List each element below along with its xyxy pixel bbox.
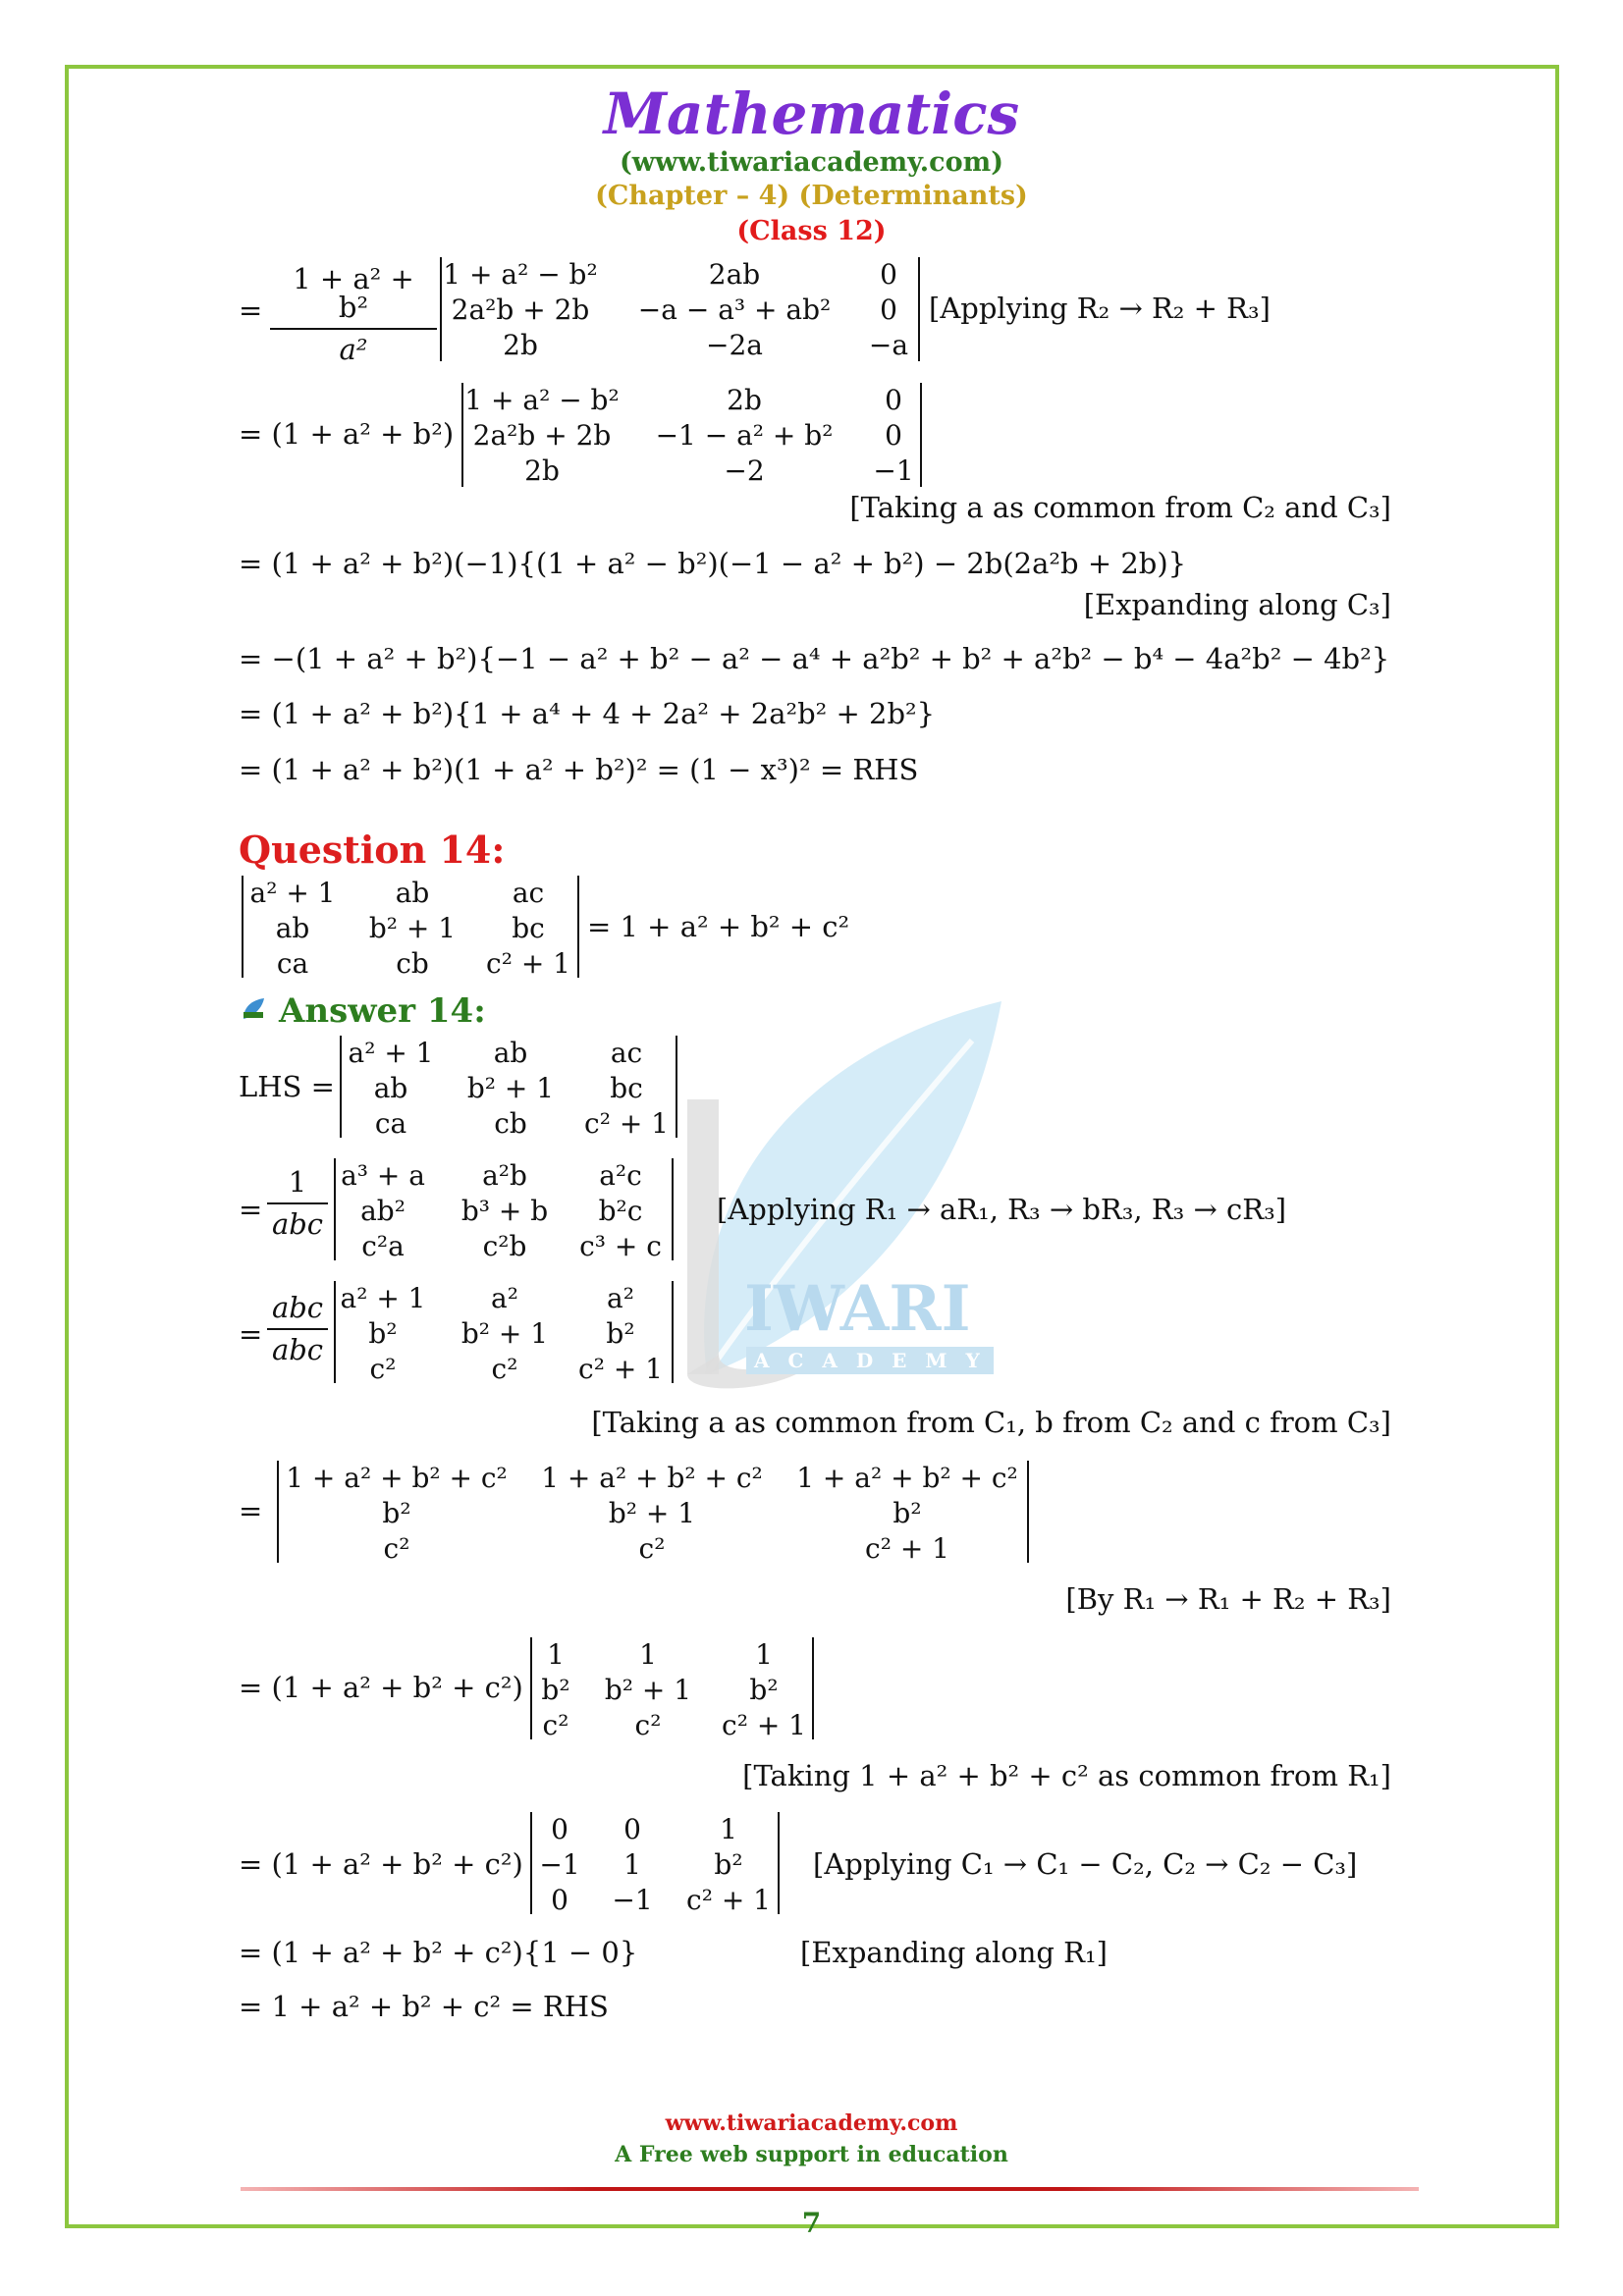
matrix-cell: a³ + a — [341, 1159, 425, 1192]
fraction — [267, 1291, 328, 1366]
matrix-cell: 0 — [880, 294, 897, 326]
matrix-cell: 0 — [885, 419, 902, 452]
matrix-cell: b² + 1 — [368, 912, 457, 944]
matrix-cell: c² — [634, 1709, 662, 1741]
matrix-cell: 2b — [503, 329, 538, 361]
matrix-cell: 1 — [623, 1848, 641, 1881]
matrix-cell: −1 − a² + b² — [655, 419, 834, 452]
footer-website: www.tiwariacademy.com — [665, 2110, 958, 2136]
matrix-cell: c² + 1 — [584, 1107, 669, 1140]
matrix-cell: 2a²b + 2b — [472, 419, 612, 452]
matrix-cell: 2a²b + 2b — [451, 294, 590, 326]
matrix-cell: c² — [383, 1532, 410, 1565]
step-note: [By R₁ → R₁ + R₂ + R₃] — [1065, 1582, 1391, 1616]
determinant-matrix — [340, 1036, 677, 1138]
expression: = (1 + a² + b² + c²){1 − 0} — [239, 1936, 638, 1969]
matrix-cell: b²c — [598, 1195, 643, 1227]
matrix-cell: 1 — [755, 1638, 773, 1671]
step-note: [Taking 1 + a² + b² + c² as common from R₁] — [742, 1759, 1391, 1792]
matrix-cell: c² + 1 — [686, 1884, 771, 1916]
matrix-cell: b² — [382, 1497, 411, 1529]
step-note: [Taking a as common from C₂ and C₃] — [849, 491, 1391, 524]
matrix-cell: ab — [395, 877, 430, 909]
matrix-cell: −1 — [539, 1848, 580, 1881]
header-website: (www.tiwariacademy.com) — [620, 147, 1003, 178]
footer-tagline: A Free web support in education — [615, 2142, 1008, 2167]
answer-heading: Answer 14: — [279, 991, 486, 1031]
determinant-matrix — [440, 257, 920, 361]
matrix-cell: b² — [714, 1848, 743, 1881]
matrix-cell: c² + 1 — [865, 1532, 949, 1565]
watermark-brand: IWARI — [744, 1272, 971, 1346]
expression: = (1 + a² + b² + c²) — [239, 1671, 523, 1704]
matrix-cell: c² — [638, 1532, 666, 1565]
matrix-cell: c²b — [482, 1230, 527, 1262]
matrix-cell: 0 — [551, 1884, 568, 1916]
matrix-cell: 1 + a² + b² + c² — [796, 1462, 1018, 1494]
matrix-cell: 0 — [551, 1813, 568, 1845]
step-note: [Taking a as common from C₁, b from C₂ and c from C₃] — [591, 1406, 1391, 1439]
matrix-cell: 1 + a² + b² + c² — [541, 1462, 763, 1494]
matrix-cell: 1 — [547, 1638, 565, 1671]
matrix-cell: ab — [275, 912, 310, 944]
matrix-cell: 1 — [720, 1813, 737, 1845]
matrix-cell: 0 — [885, 384, 902, 416]
matrix-cell: −a — [868, 329, 909, 361]
matrix-cell: 0 — [623, 1813, 641, 1845]
determinant-matrix — [530, 1637, 814, 1739]
matrix-cell: b³ + b — [460, 1195, 549, 1227]
fraction-numerator: 1 — [267, 1168, 328, 1204]
page-number: 7 — [801, 2207, 822, 2239]
matrix-cell: 1 — [639, 1638, 657, 1671]
eq-sign: = — [239, 1494, 263, 1527]
expression: = (1 + a² + b²){1 + a⁴ + 4 + 2a² + 2a²b² + 2b²} — [239, 697, 936, 730]
matrix-cell: a² + 1 — [340, 1282, 426, 1314]
matrix-cell: 2ab — [708, 258, 761, 291]
matrix-cell: 1 + a² − b² — [464, 384, 620, 416]
question-heading: Question 14: — [239, 828, 506, 872]
matrix-cell: b² + 1 — [466, 1072, 555, 1104]
matrix-cell: bc — [512, 912, 545, 944]
matrix-cell: c² — [491, 1353, 518, 1385]
matrix-cell: −2a — [706, 329, 763, 361]
fraction-denominator: a² — [339, 333, 368, 366]
matrix-cell: ca — [374, 1107, 407, 1140]
matrix-cell: b² — [893, 1497, 922, 1529]
eq-sign: = — [239, 1193, 263, 1226]
matrix-cell: b² + 1 — [608, 1497, 696, 1529]
step-note: [Applying R₁ → aR₁, R₃ → bR₃, R₃ → cR₃] — [717, 1193, 1287, 1226]
matrix-cell: a² + 1 — [348, 1037, 434, 1069]
matrix-cell: b² — [749, 1674, 779, 1706]
matrix-cell: a²c — [599, 1159, 642, 1192]
determinant-matrix — [334, 1281, 674, 1383]
expression: = (1 + a² + b²) — [239, 417, 455, 451]
header-chapter: (Chapter – 4) (Determinants) — [595, 181, 1028, 211]
matrix-cell: −1 — [612, 1884, 653, 1916]
matrix-cell: c² + 1 — [722, 1709, 806, 1741]
matrix-cell: b² — [606, 1317, 635, 1350]
matrix-cell: b² — [541, 1674, 570, 1706]
matrix-cell: ab — [373, 1072, 408, 1104]
fraction-numerator: 1 + a² + b² — [270, 265, 437, 330]
expression: = 1 + a² + b² + c² — [587, 910, 850, 943]
matrix-cell: 1 + a² − b² — [443, 258, 598, 291]
expression: = (1 + a² + b² + c²) — [239, 1847, 523, 1881]
fraction-denominator: abc — [271, 1333, 324, 1366]
footer-divider — [241, 2187, 1419, 2191]
matrix-cell: c² — [542, 1709, 569, 1741]
fraction-numerator: abc — [267, 1294, 328, 1330]
page-title: Mathematics — [603, 80, 1020, 147]
step-note: [Expanding along C₃] — [1083, 588, 1391, 621]
matrix-cell: c²a — [361, 1230, 405, 1262]
expression: = (1 + a² + b²)(−1){(1 + a² − b²)(−1 − a² + b²) − 2b(2a²b + 2b)} — [239, 547, 1187, 580]
determinant-matrix — [334, 1158, 674, 1260]
lhs-label: LHS = — [239, 1070, 335, 1103]
matrix-cell: a² + 1 — [249, 877, 336, 909]
matrix-cell: −2 — [724, 454, 765, 487]
matrix-cell: −a − a³ + ab² — [637, 294, 832, 326]
matrix-cell: a² — [607, 1282, 634, 1314]
expression: = 1 + a² + b² + c² = RHS — [239, 1990, 609, 2023]
fraction — [267, 1165, 328, 1241]
matrix-cell: 1 + a² + b² + c² — [286, 1462, 508, 1494]
matrix-cell: 2b — [524, 454, 560, 487]
matrix-cell: cb — [396, 947, 429, 980]
matrix-cell: ab² — [360, 1195, 406, 1227]
step-note: [Expanding along R₁] — [800, 1936, 1108, 1969]
matrix-cell: a²b — [482, 1159, 527, 1192]
matrix-cell: ab — [493, 1037, 528, 1069]
matrix-cell: c³ + c — [579, 1230, 662, 1262]
fraction-denominator: abc — [271, 1207, 324, 1241]
matrix-cell: c² + 1 — [578, 1353, 663, 1385]
determinant-matrix — [242, 876, 579, 978]
expression: = (1 + a² + b²)(1 + a² + b²)² = (1 − x³)² = RHS — [239, 753, 919, 786]
matrix-cell: b² — [368, 1317, 398, 1350]
fraction — [270, 262, 437, 366]
matrix-cell: ac — [610, 1037, 643, 1069]
matrix-cell: c² + 1 — [486, 947, 570, 980]
matrix-cell: b² + 1 — [604, 1674, 692, 1706]
matrix-cell: c² — [369, 1353, 397, 1385]
step-note: [Applying R₂ → R₂ + R₃] — [929, 292, 1271, 325]
matrix-cell: b² + 1 — [460, 1317, 549, 1350]
matrix-cell: cb — [494, 1107, 527, 1140]
expression: = −(1 + a² + b²){−1 − a² + b² − a² − a⁴ + a²b² + b² + a²b² − b⁴ − 4a²b² − 4b²} — [239, 642, 1390, 675]
matrix-cell: −1 — [873, 454, 914, 487]
matrix-cell: 0 — [880, 258, 897, 291]
header-class: (Class 12) — [736, 216, 887, 246]
matrix-cell: ca — [276, 947, 309, 980]
matrix-cell: 2b — [727, 384, 762, 416]
watermark-sub: A C A D E M Y — [746, 1347, 994, 1374]
matrix-cell: a² — [491, 1282, 518, 1314]
eq-sign: = — [239, 1317, 263, 1351]
determinant-matrix — [461, 383, 922, 487]
determinant-matrix — [277, 1461, 1029, 1563]
matrix-cell: ac — [512, 877, 545, 909]
eq-sign: = — [239, 294, 263, 327]
matrix-cell: bc — [610, 1072, 643, 1104]
determinant-matrix — [530, 1812, 780, 1914]
step-note: [Applying C₁ → C₁ − C₂, C₂ → C₂ − C₃] — [813, 1847, 1358, 1881]
answer-logo-icon — [241, 996, 266, 1022]
